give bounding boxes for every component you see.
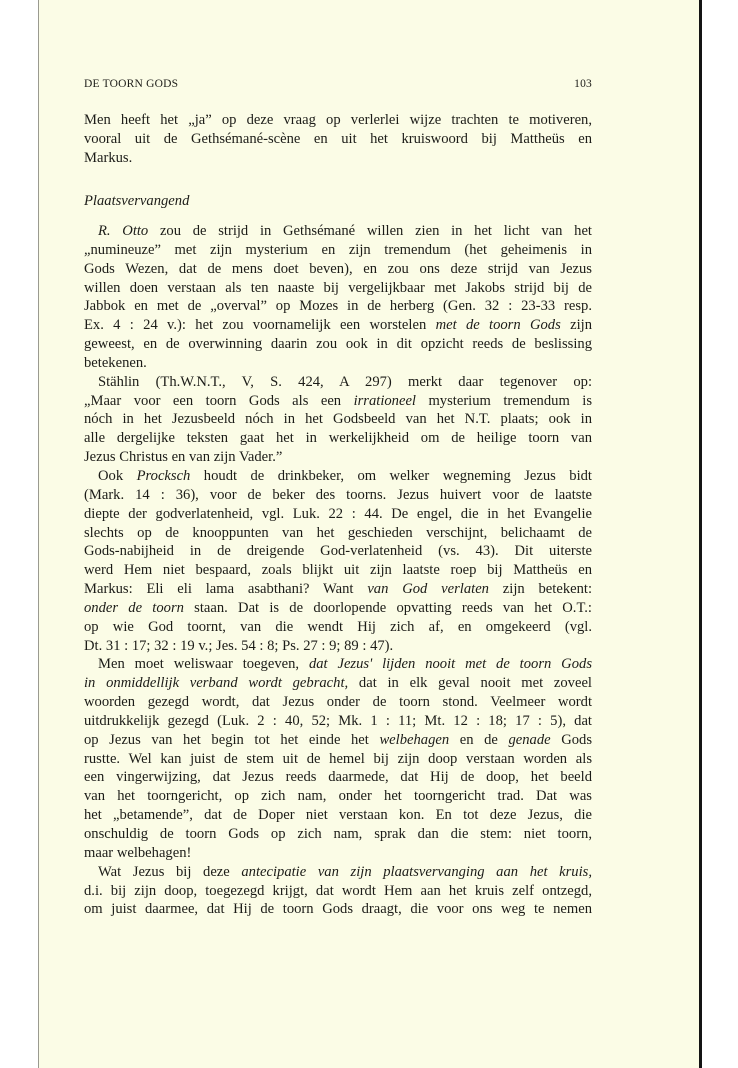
text-run: onschuldig de toorn Gods op zich nam, sprak dan die stem: niet toorn, — [84, 826, 592, 842]
text-run: Men moet weliswaar toegeven, — [98, 656, 309, 673]
text-run: diepte der godverlatenheid, vgl. Luk. 22 : 44. De engel, die in het Evangelie — [84, 505, 592, 522]
paragraph — [84, 655, 592, 862]
paragraph — [84, 863, 592, 920]
intro-paragraph — [84, 111, 592, 168]
text-line — [84, 561, 592, 580]
text-run: werd Hem niet bespaard, zoals blijkt uit zijn laatste roep bij Mattheüs en — [84, 562, 592, 579]
text-line — [84, 448, 592, 467]
text-line — [84, 392, 592, 411]
text-run: maar welbehagen! — [84, 844, 192, 861]
text-run: zou de strijd in Gethsémané willen zien in het licht van het — [148, 223, 592, 239]
text-line — [84, 241, 592, 260]
text-run: „Maar voor een toorn Gods als een — [84, 392, 354, 409]
text-run: Markus. — [84, 149, 133, 166]
text-line — [84, 149, 592, 168]
italic-text: irrationeel — [353, 392, 416, 409]
text-run: zijn betekent: — [488, 581, 592, 598]
text-line — [84, 787, 592, 806]
text-run: geweest, en de overwinning daarin zou ook in dit opzicht reeds de beslissing — [84, 336, 592, 353]
paragraph — [84, 222, 592, 373]
text-run: Jabbok en met de „overval” op Mozes in de herberg (Gen. 32 : 23-33 resp. — [84, 298, 592, 315]
text-run: Jezus Christus en van zijn Vader.” — [84, 449, 283, 466]
text-line — [84, 260, 592, 279]
text-line — [84, 637, 592, 656]
text-run: een vingerwijzing, dat Jezus reeds daarmede, dat Hij de doop, het beeld — [84, 769, 592, 786]
text-line — [84, 222, 592, 241]
text-line — [84, 712, 592, 731]
text-run: Dt. 31 : 17; 32 : 19 v.; Jes. 54 : 8; Ps. 27 : 9; 89 : 47). — [84, 637, 394, 654]
text-line — [84, 130, 592, 149]
text-run: en de — [449, 731, 509, 748]
text-line — [84, 542, 592, 561]
text-run: op wie God toornt, van die wendt Hij zich af, en omgekeerd (vgl. — [84, 618, 592, 635]
text-run: Gods — [550, 731, 592, 748]
paragraph — [84, 373, 592, 467]
text-run: om juist daarmee, dat Hij de toorn Gods draagt, die voor ons weg te nemen — [84, 901, 592, 918]
italic-text: van God verlaten — [367, 581, 489, 598]
text-run: nóch in het Jezusbeeld nóch in het Godsbeeld van het N.T. plaats; ook in — [84, 411, 592, 428]
page-edge-shadow — [699, 0, 702, 1068]
text-line — [84, 297, 592, 316]
running-head-title: DE TOORN GODS — [84, 78, 179, 90]
text-line — [84, 354, 592, 373]
text-run: d.i. bij zijn doop, toegezegd krijgt, dat wordt Hem aan het kruis zelf ontzegd, — [84, 882, 592, 899]
section-heading: Plaatsvervangend — [84, 193, 190, 209]
text-run: Ook — [98, 467, 137, 484]
text-line — [84, 693, 592, 712]
text-line — [84, 111, 592, 130]
text-run: Wat Jezus bij deze — [98, 863, 242, 880]
text-run: betekenen. — [84, 354, 147, 371]
text-line — [84, 882, 592, 901]
text-line — [84, 279, 592, 298]
text-run: op Jezus van het begin tot het einde het — [84, 731, 380, 748]
italic-text: antecipatie van zijn plaatsvervanging aan het kruis, — [241, 863, 592, 880]
text-run: woorden gezegd wordt, dat Jezus onder de toorn stond. Veelmeer wordt — [84, 694, 592, 711]
text-run: slechts op de knooppunten van het geschieden verschijnt, belichaamt de — [84, 524, 592, 541]
text-line — [84, 486, 592, 505]
text-run: Stählin (Th.W.N.T., V, S. 424, A 297) merkt daar tegenover op: — [98, 373, 592, 390]
text-run: (Mark. 14 : 36), voor de beker des toorns. Jezus huivert voor de laatste — [84, 486, 592, 503]
text-line — [84, 655, 592, 674]
text-run: staan. Dat is de doorlopende opvatting reeds van het O.T.: — [183, 599, 592, 616]
body-text — [84, 222, 592, 919]
text-line — [84, 900, 592, 919]
text-run: mysterium tremendum is — [416, 392, 592, 409]
italic-text: onder de toorn — [84, 599, 184, 616]
text-line — [84, 429, 592, 448]
text-run: Gods Wezen, dat de mens doet beven), en zou ons deze strijd van Jezus — [84, 260, 592, 277]
italic-text: Procksch — [136, 467, 191, 484]
text-line — [84, 599, 592, 618]
running-head — [84, 78, 592, 90]
italic-text: genade — [508, 731, 551, 748]
italic-text: welbehagen — [379, 731, 450, 748]
text-line — [84, 580, 592, 599]
text-run: uitdrukkelijk gezegd (Luk. 2 : 40, 52; Mk. 1 : 11; Mt. 12 : 18; 17 : 5), dat — [84, 712, 592, 729]
text-line — [84, 524, 592, 543]
text-line — [84, 768, 592, 787]
italic-text: dat Jezus' lijden nooit met de toorn Gods — [308, 656, 592, 673]
text-run: rustte. Wel kan juist de stem uit de hemel bij zijn doop verstaan worden als — [84, 750, 592, 767]
text-line — [84, 731, 592, 750]
page-number: 103 — [574, 78, 592, 90]
text-run: dat in elk geval nooit met zoveel — [348, 675, 592, 692]
text-run: het „betamende”, dat de Doper niet verstaan kon. En tot deze Jezus, die — [84, 807, 592, 824]
text-run: „numineuze” met zijn mysterium en zijn tremendum (het geheimenis in — [84, 241, 592, 258]
text-run: van het toorngericht, op zich nam, onder het toorngericht trad. Dat was — [84, 788, 592, 805]
text-line — [84, 750, 592, 769]
text-line — [84, 316, 592, 335]
italic-text: in onmiddellijk verband wordt gebracht, — [84, 675, 349, 692]
text-line — [84, 335, 592, 354]
italic-text: R. Otto — [98, 223, 149, 239]
text-line — [84, 467, 592, 486]
text-run: willen doen verstaan als ten naaste bij vergelijkbaar met Jakobs strijd bij de — [84, 279, 592, 296]
text-run: alle dergelijke teksten gaat het in werkelijkheid om de heilige toorn van — [84, 430, 592, 447]
text-line — [84, 825, 592, 844]
text-run: Gods-nabijheid in de dreigende God-verlatenheid (vs. 43). Dit uiterste — [84, 543, 592, 560]
text-run: Men heeft het „ja” op deze vraag op verlerlei wijze trachten te motiveren, — [84, 112, 592, 128]
text-run: Ex. 4 : 24 v.): het zou voornamelijk een worstelen — [84, 317, 436, 334]
italic-text: met de toorn Gods — [435, 317, 561, 334]
text-run: Markus: Eli eli lama asabthani? Want — [84, 581, 368, 598]
text-line — [84, 806, 592, 825]
text-line — [84, 505, 592, 524]
text-line — [84, 410, 592, 429]
text-run: zijn — [560, 317, 592, 334]
text-line — [84, 618, 592, 637]
text-line — [84, 863, 592, 882]
paragraph — [84, 467, 592, 655]
text-run: vooral uit de Gethsémané-scène en uit het kruiswoord bij Mattheüs en — [84, 130, 592, 147]
text-line — [84, 373, 592, 392]
text-line — [84, 674, 592, 693]
text-run: houdt de drinkbeker, om welker wegneming Jezus bidt — [190, 467, 592, 484]
text-line — [84, 844, 592, 863]
